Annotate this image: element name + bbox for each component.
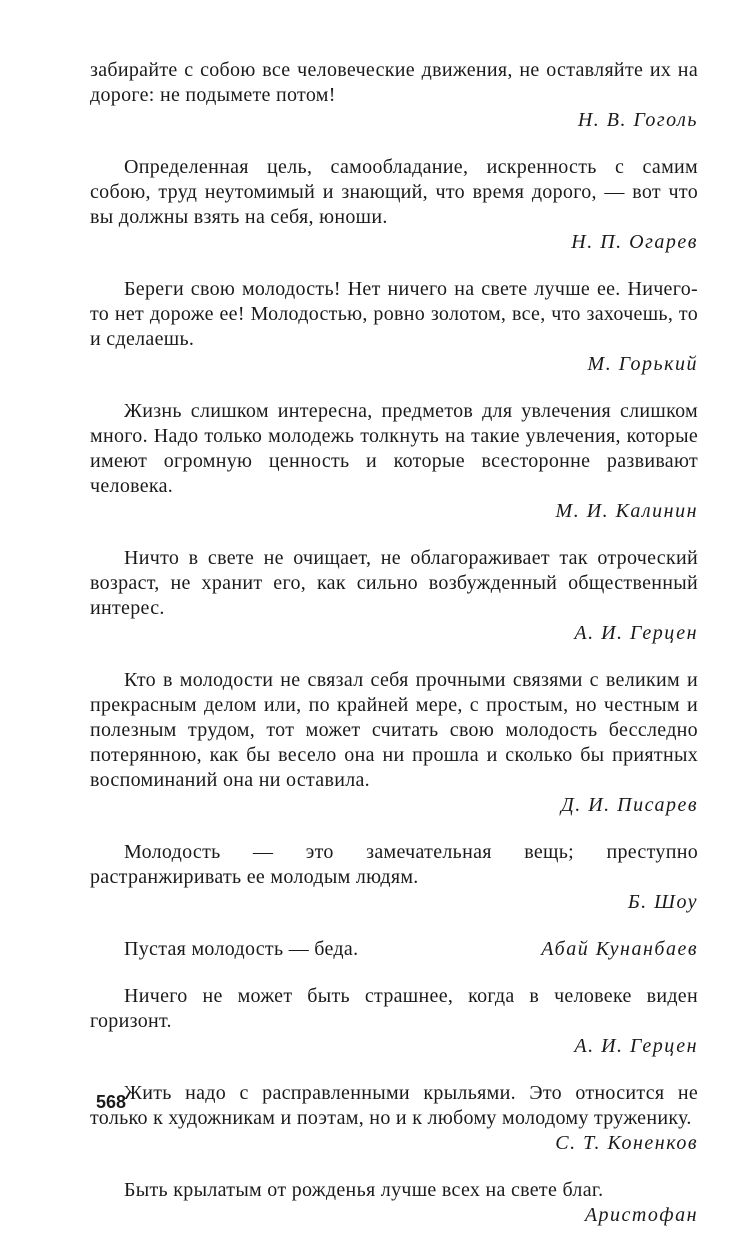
quote-author: Б. Шоу: [627, 891, 698, 913]
quote-text: Пустая молодость — беда.: [124, 938, 359, 960]
quote-author: Аристофан: [584, 1204, 698, 1226]
quote-author: Абай Кунанбаев: [541, 938, 698, 960]
quote: [90, 668, 698, 818]
quote-text: Береги свою молодость! Нет ничего на свете лучше ее. Ничего-то нет дороже ее! Молодостью, ровно золотом, все, что захочешь, то и сделаешь.: [90, 278, 698, 350]
quote-text: Ничто в свете не очищает, не облагораживает так отроческий возраст, не хранит его, как сильно возбужденный общественный интерес.: [90, 547, 698, 619]
quote-text: забирайте с собою все человеческие движения, не оставляйте их на дороге: не подымете потом!: [90, 59, 698, 106]
quote-author: А. И. Герцен: [574, 622, 698, 644]
quote: [90, 277, 698, 377]
quote-text: Жить надо с расправленными крыльями. Это относится не только к художникам и поэтам, но и к любому молодому труженику.: [90, 1082, 698, 1129]
quote-text: Ничего не может быть страшнее, когда в человеке виден горизонт.: [90, 985, 698, 1032]
quote: [90, 840, 698, 915]
quote: [90, 1081, 698, 1156]
quote-author: Н. П. Огарев: [571, 231, 698, 253]
quote-text: Жизнь слишком интересна, предметов для увлечения слишком много. Надо только молодежь толкнуть на такие увлечения, которые имеют огромную ценность и которые всесторонне развивают человека.: [90, 400, 698, 497]
quote-author: М. Горький: [587, 353, 698, 375]
quote-author: С. Т. Коненков: [555, 1132, 698, 1154]
quote-author: Н. В. Гоголь: [577, 109, 698, 131]
quote-author: Д. И. Писарев: [560, 794, 698, 816]
quote-author: М. И. Калинин: [555, 500, 698, 522]
quote: [90, 58, 698, 133]
quotes-column: [90, 58, 698, 1250]
page-number: 568: [96, 1092, 127, 1112]
quote: [90, 546, 698, 646]
quote-text: Молодость — это замечательная вещь; преступно растранжиривать ее молодым людям.: [90, 841, 698, 888]
quote: [90, 937, 698, 962]
quote: [90, 1178, 698, 1228]
quote-text: Быть крылатым от рожденья лучше всех на свете благ.: [124, 1179, 604, 1201]
quote-text: Определенная цель, самообладание, искренность с самим собою, труд неутомимый и знающий, что время дорого, — вот что вы должны взять на себя, юноши.: [90, 156, 698, 228]
quote: [90, 399, 698, 524]
quote-text: Кто в молодости не связал себя прочными связями с великим и прекрасным делом или, по крайней мере, с простым, но честным и полезным трудом, тот может считать свою молодость бесследно потерянною, как бы весело она ни прошла и сколько бы приятных воспоминаний она ни оставила.: [90, 669, 698, 791]
quote: [90, 155, 698, 255]
quote: [90, 984, 698, 1059]
quote-author: А. И. Герцен: [574, 1035, 698, 1057]
